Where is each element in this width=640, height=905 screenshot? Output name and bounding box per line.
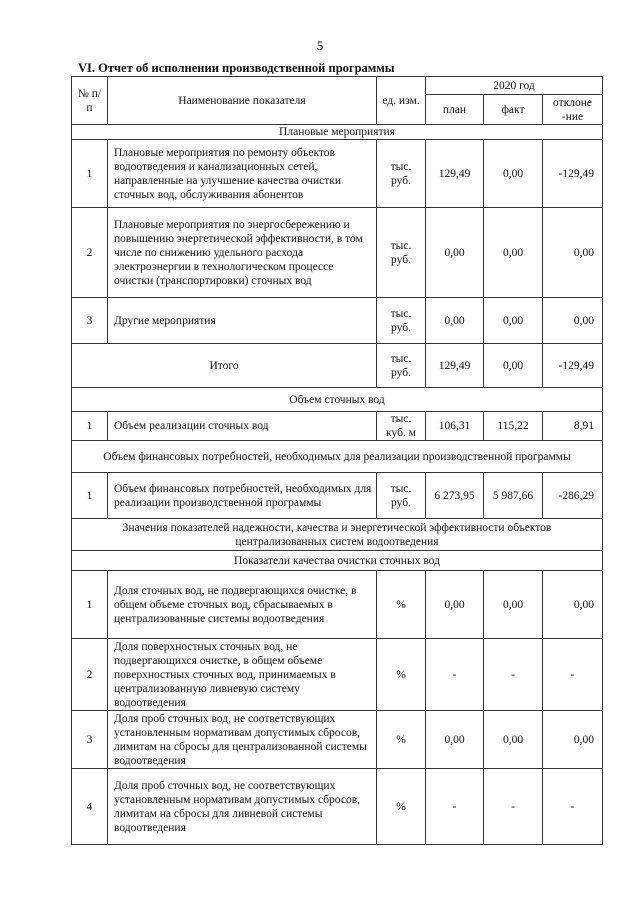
table-row — [72, 571, 603, 639]
row-fact: - — [484, 769, 543, 845]
row-unit: тыс. куб. м — [377, 412, 426, 441]
total-fact: 0,00 — [484, 344, 543, 388]
group-reliability: Значения показателей надежности, качества и энергетической эффективности объектов централизованных систем водоотведения — [72, 519, 603, 551]
header-name: Наименование показателя — [108, 77, 377, 125]
group-row-planned — [72, 125, 603, 140]
total-label: Итого — [72, 344, 377, 388]
row-name: Доля сточных вод, не подвергающихся очистке, в общем объеме сточных вод, сбрасываемых в централизованные системы водоотведения — [108, 571, 377, 639]
group-row-quality — [72, 551, 603, 571]
page-number: 5 — [316, 38, 324, 53]
row-deviation: 0,00 — [543, 208, 603, 298]
row-fact: 0,00 — [484, 711, 543, 769]
row-unit: % — [377, 571, 426, 639]
table-row — [72, 412, 603, 441]
row-num: 4 — [72, 769, 108, 845]
row-fact: 115,22 — [484, 412, 543, 441]
row-unit: тыс. руб. — [377, 298, 426, 344]
row-plan: 0,00 — [426, 571, 484, 639]
row-fact: 0,00 — [484, 298, 543, 344]
table-row — [72, 769, 603, 845]
row-unit: % — [377, 769, 426, 845]
row-unit: тыс. руб. — [377, 208, 426, 298]
row-plan: 106,31 — [426, 412, 484, 441]
header-num: № п/п — [72, 77, 108, 125]
total-plan: 129,49 — [426, 344, 484, 388]
row-plan: 0,00 — [426, 711, 484, 769]
report-table — [71, 76, 603, 845]
row-num: 2 — [72, 639, 108, 711]
row-plan: - — [426, 639, 484, 711]
row-num: 1 — [72, 571, 108, 639]
row-unit: % — [377, 639, 426, 711]
row-fact: - — [484, 639, 543, 711]
row-name: Объем финансовых потребностей, необходимых для реализации производственной программы — [108, 473, 377, 519]
group-quality: Показатели качества очистки сточных вод — [72, 551, 603, 571]
row-deviation: - — [543, 769, 603, 845]
row-plan: - — [426, 769, 484, 845]
row-name: Плановые мероприятия по ремонту объектов водоотведения и канализационных сетей, направленные на улучшение качества очистки сточных вод, обслуживания абонентов — [108, 140, 377, 208]
row-name: Доля проб сточных вод, не соответствующих установленным нормативам допустимых сбросов, лимитам на сбросы для централизованной системы водоотведения — [108, 711, 377, 769]
table-row — [72, 639, 603, 711]
header-unit: ед. изм. — [377, 77, 426, 125]
row-fact: 0,00 — [484, 140, 543, 208]
row-num: 1 — [72, 412, 108, 441]
header-plan: план — [426, 95, 484, 125]
table-row — [72, 140, 603, 208]
row-plan: 129,49 — [426, 140, 484, 208]
row-deviation: - — [543, 639, 603, 711]
row-unit: % — [377, 711, 426, 769]
table-row — [72, 711, 603, 769]
header-row — [72, 77, 603, 95]
total-row — [72, 344, 603, 388]
row-deviation: -129,49 — [543, 140, 603, 208]
row-name: Плановые мероприятия по энергосбережению и повышению энергетической эффективности, в том числе по снижению удельного расхода электроэнергии в технологическом процессе очистки (транспортировки) сточных вод — [108, 208, 377, 298]
group-row-financial — [72, 441, 603, 473]
row-plan: 6 273,95 — [426, 473, 484, 519]
row-plan: 0,00 — [426, 298, 484, 344]
row-fact: 5 987,66 — [484, 473, 543, 519]
row-num: 3 — [72, 711, 108, 769]
row-deviation: 0,00 — [543, 571, 603, 639]
section-title: VI. Отчет об исполнении производственной программы — [78, 61, 395, 75]
group-row-volume — [72, 388, 603, 412]
total-deviation: -129,49 — [543, 344, 603, 388]
table-row — [72, 208, 603, 298]
row-unit: тыс. руб. — [377, 473, 426, 519]
table-row — [72, 298, 603, 344]
group-row-reliability — [72, 519, 603, 551]
row-plan: 0,00 — [426, 208, 484, 298]
row-deviation: 0,00 — [543, 298, 603, 344]
table-row — [72, 473, 603, 519]
row-name: Другие мероприятия — [108, 298, 377, 344]
row-num: 1 — [72, 140, 108, 208]
row-num: 3 — [72, 298, 108, 344]
row-deviation: 0,00 — [543, 711, 603, 769]
row-fact: 0,00 — [484, 571, 543, 639]
group-planned: Плановые мероприятия — [72, 125, 603, 140]
header-fact: факт — [484, 95, 543, 125]
group-wastewater-volume: Объем сточных вод — [72, 388, 603, 412]
header-deviation: отклоне -ние — [543, 95, 603, 125]
header-year: 2020 год — [426, 77, 603, 95]
row-deviation: -286,29 — [543, 473, 603, 519]
row-unit: тыс. руб. — [377, 140, 426, 208]
row-name: Объем реализации сточных вод — [108, 412, 377, 441]
row-num: 1 — [72, 473, 108, 519]
row-deviation: 8,91 — [543, 412, 603, 441]
row-name: Доля проб сточных вод, не соответствующих установленным нормативам допустимых сбросов, лимитам на сбросы для ливневой системы водоотведения — [108, 769, 377, 845]
group-financial: Объем финансовых потребностей, необходимых для реализации производственной программы — [72, 441, 603, 473]
row-num: 2 — [72, 208, 108, 298]
total-unit: тыс. руб. — [377, 344, 426, 388]
row-name: Доля поверхностных сточных вод, не подвергающихся очистке, в общем объеме поверхностных сточных вод, принимаемых в централизованную ливневую систему водоотведения — [108, 639, 377, 711]
row-fact: 0,00 — [484, 208, 543, 298]
